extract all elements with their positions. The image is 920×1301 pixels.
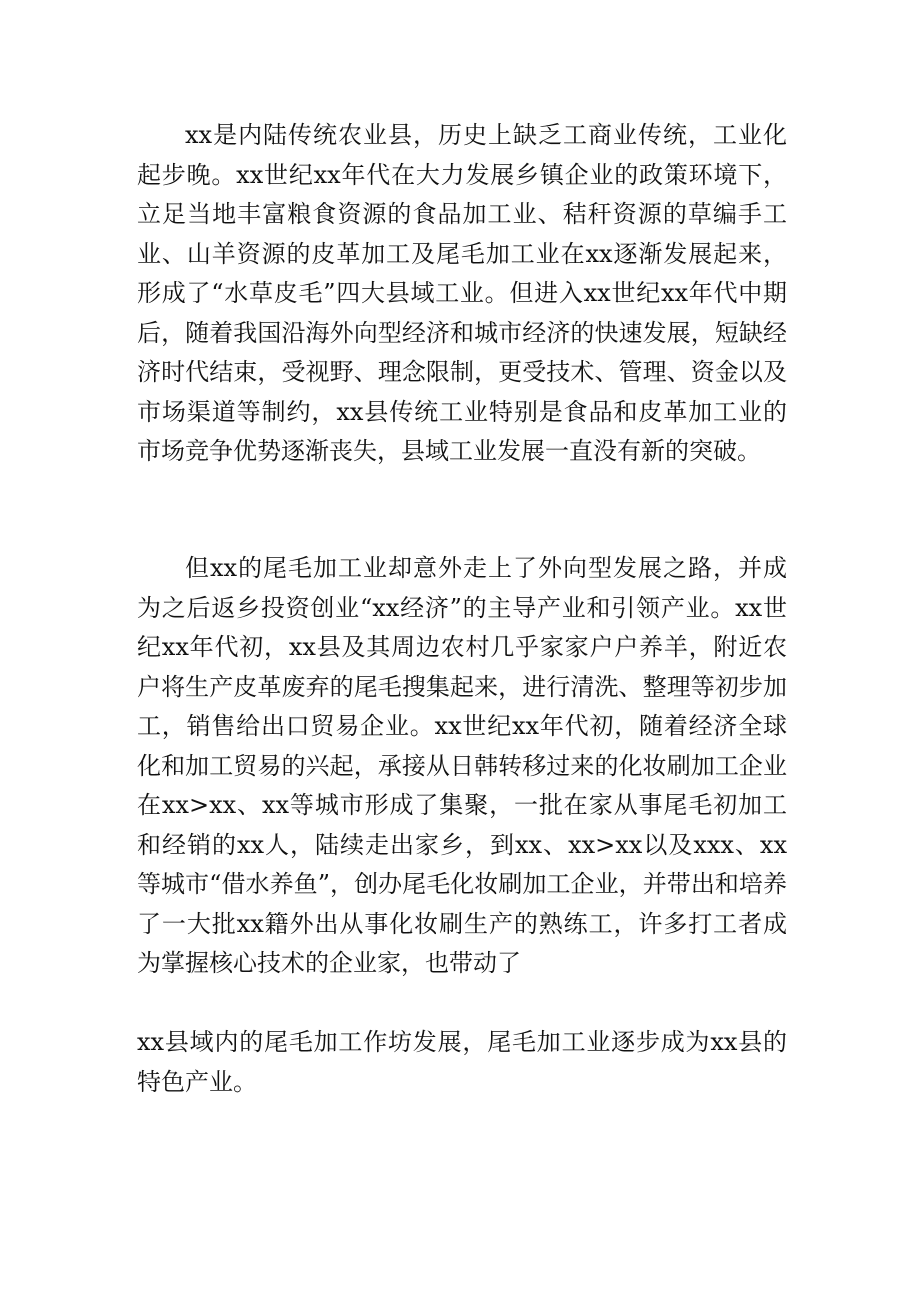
paragraph-industry-history: xx是内陆传统农业县，历史上缺乏工商业传统，工业化起步晚。xx世纪xx年代在大力发展乡镇企业的政策环境下，立足当地丰富粮食资源的食品加工业、秸秆资源的草编手工业、山羊资源的皮革加工及尾毛加工业在xx逐渐发展起来，形成了“水草皮毛”四大县域工业。但进入xx世纪xx年代中期后，随着我国沿海外向型经济和城市经济的快速发展，短缺经济时代结束，受视野、理念限制，更受技术、管理、资金以及市场渠道等制约，xx县传统工业特别是食品和皮革加工业的市场竞争优势逐渐丧失，县域工业发展一直没有新的突破。 <box>137 121 787 465</box>
paragraph-continuation: xx县域内的尾毛加工作坊发展，尾毛加工业逐步成为xx县的特色产业。 <box>137 1028 787 1096</box>
paragraph-tail-hair-industry: 但xx的尾毛加工业却意外走上了外向型发展之路，并成为之后返乡投资创业“xx经济”的主导产业和引领产业。xx世纪xx年代初，xx县及其周边农村几乎家家户户养羊，附近农户将生产皮革废弃的尾毛搜集起来，进行清洗、整理等初步加工，销售给出口贸易企业。xx世纪xx年代初，随着经济全球化和加工贸易的兴起，承接从日韩转移过来的化妆刷加工企业在xx>xx、xx等城市形成了集聚，一批在家从事尾毛初加工和经销的xx人，陆续走出家乡，到xx、xx>xx以及xxx、xx等城市“借水养鱼”，创办尾毛化妆刷加工企业，并带出和培养了一大批xx籍外出从事化妆刷生产的熟练工，许多打工者成为掌握核心技术的企业家，也带动了 <box>137 554 787 977</box>
